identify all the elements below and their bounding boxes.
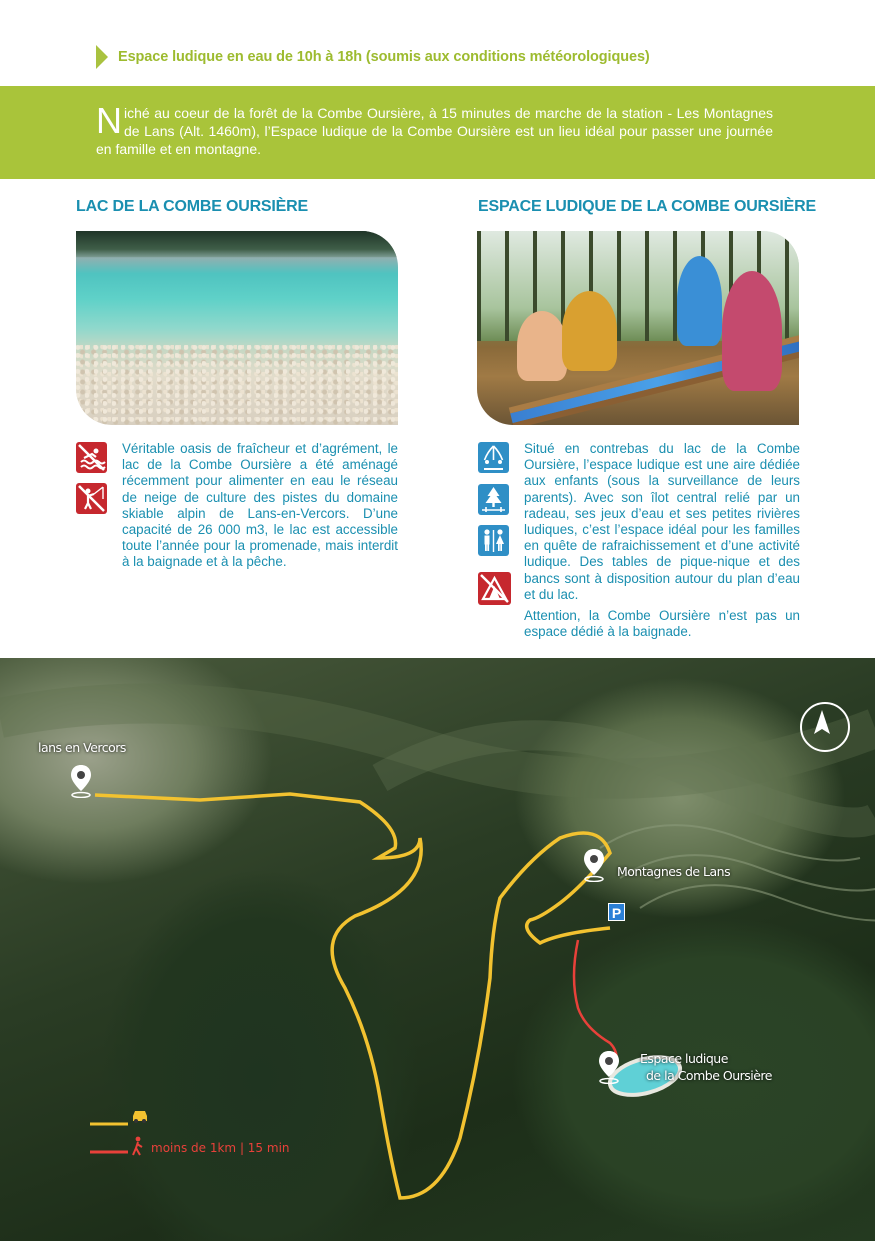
map-label-montagnes: Montagnes de Lans [617,864,731,879]
picnic-icon [478,484,509,515]
play-area-photo-child-2 [677,256,722,346]
compass-icon [800,702,850,752]
header-line [96,44,650,70]
play-area-photo-adult [562,291,617,371]
lake-section-title: LAC DE LA COMBE OURSIÈRE [76,198,308,215]
no-swimming-icon [76,442,107,473]
lake-description: Véritable oasis de fraîcheur et d’agrément, le lac de la Combe Oursière a été aménagé récemment pour alimenter en eau le réseau de neige de culture des pistes du domaine skiable alpin de Lans-en-Vercors. D’une capacité de 26 000 m3, le lac est accessible toute l’année pour la promenade, mais interdit à la baignade et à la pêche. [122,441,398,570]
chevron-right-icon [96,45,108,69]
dropcap: N [96,100,122,141]
lake-photo-pebbles [76,345,398,425]
play-area-photo-adult-2 [722,271,782,391]
water-play-icon [478,442,509,473]
play-area-warning: Attention, la Combe Oursière n’est pas un espace dédié à la baignade. [524,608,800,640]
location-pin-icon [582,848,606,882]
legend-walk-text: moins de 1km | 15 min [151,1141,290,1155]
location-pin-icon [69,764,93,798]
car-icon [130,1108,150,1124]
toilets-icon [478,525,509,556]
map-label-espace-1: Espace ludique [640,1051,728,1066]
play-area-description: Situé en contrebas du lac de la Combe Oursière, l’espace ludique est une aire dédiée aux enfants (sous la surveillance de leurs parents). Avec son îlot central relié par un radeau, ses jeux d’eau et ses petites rivières ludiques, c’est l’espace idéal pour les familles en quête de rafraichissement et d’une activité ludique. Des tables de pique-nique et des bancs sont à disposition autour du plan d’eau et du lac. [524,441,800,602]
parking-sign: P [608,903,625,921]
play-area-photo [477,231,799,425]
walk-route [574,940,617,1068]
location-pin-icon [597,1050,621,1084]
no-camping-icon [478,572,511,605]
map-label-lans: lans en Vercors [38,740,126,755]
map-label-espace-2: de la Combe Oursière [646,1068,772,1083]
play-area-section-title: ESPACE LUDIQUE DE LA COMBE OURSIÈRE [478,198,816,215]
opening-hours-text: Espace ludique en eau de 10h à 18h (soumis aux conditions météorologiques) [118,49,650,65]
play-area-photo-child [517,311,567,381]
car-route [95,794,610,1198]
intro-paragraph: iché au coeur de la forêt de la Combe Oursière, à 15 minutes de marche de la station - Les Montagnes de Lans (Alt. 1460m), l’Espace ludique de la Combe Oursière est un lieu idéal pour passer une journée en famille et en montagne. [96,105,773,157]
intro-text [96,100,773,158]
no-fishing-icon [76,483,107,514]
aerial-map [0,658,875,1241]
hiker-icon [130,1136,146,1156]
lake-photo [76,231,398,425]
lake-photo-trees [76,231,398,257]
